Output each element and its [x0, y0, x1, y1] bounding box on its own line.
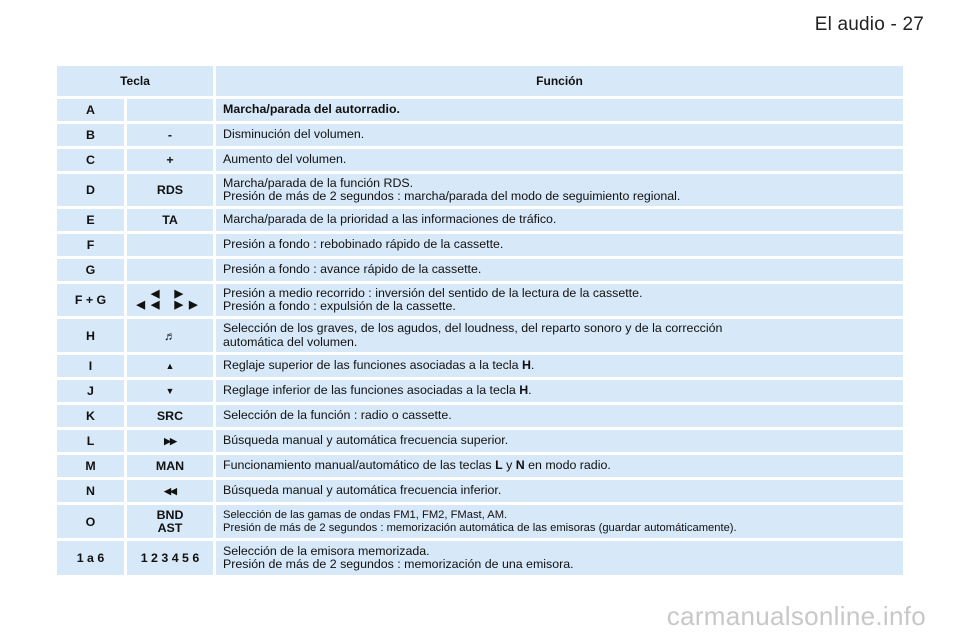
play-reverse-forward-icon: ◀ ▶ — [151, 288, 189, 300]
page-title: El audio - 27 — [814, 14, 924, 35]
key-symbol-cell: TA — [127, 209, 213, 231]
key-symbol-cell: - — [127, 124, 213, 146]
table-row — [57, 149, 903, 171]
function-text: Presión a fondo : avance rápido de la cassette. — [223, 262, 482, 277]
key-symbol-cell — [127, 284, 213, 316]
table-row — [57, 505, 903, 538]
function-text-line: Presión de más de 2 segundos : memorización de una emisora. — [223, 557, 574, 571]
function-cell — [216, 430, 903, 452]
function-text-line: Selección de las gamas de ondas FM1, FM2, FMast, AM. — [223, 509, 508, 522]
key-cell: C — [57, 149, 124, 171]
key-symbol-cell — [127, 99, 213, 121]
key-symbol-cell — [127, 319, 213, 352]
function-cell — [216, 99, 903, 121]
function-text-line: Marcha/parada de la función RDS. — [223, 175, 414, 190]
table-row — [57, 405, 903, 427]
function-cell — [216, 319, 903, 352]
function-cell — [216, 355, 903, 377]
key-symbol-cell: RDS — [127, 174, 213, 206]
table-row — [57, 319, 903, 352]
function-text-line: Selección de los graves, de los agudos, del loudness, del reparto sonoro y de la corrección — [223, 321, 723, 336]
function-text: Búsqueda manual y automática frecuencia inferior. — [223, 483, 502, 498]
key-cell: F — [57, 234, 124, 256]
function-text: Reglage inferior de las funciones asociadas a la tecla H. — [223, 383, 532, 398]
function-text: Marcha/parada del autorradio. — [223, 102, 400, 117]
key-symbol-cell — [127, 259, 213, 281]
function-text-line: Presión de más de 2 segundos : marcha/parada del modo de seguimiento regional. — [223, 189, 681, 203]
key-symbol-cell — [127, 505, 213, 538]
table-row — [57, 355, 903, 377]
key-cell: F + G — [57, 284, 124, 316]
arrow-up-icon: ▲ — [165, 361, 175, 371]
key-symbol-cell — [127, 480, 213, 502]
key-symbol-line: AST — [157, 520, 183, 535]
function-text: Presión a fondo : rebobinado rápido de la cassette. — [223, 237, 504, 252]
function-cell — [216, 174, 903, 206]
function-text: Selección de la función : radio o cassette. — [223, 408, 452, 423]
function-cell — [216, 234, 903, 256]
rewind-fast-forward-icon: ◀◀ ▶▶ — [136, 299, 204, 311]
key-cell: 1 a 6 — [57, 541, 124, 575]
function-cell — [216, 259, 903, 281]
key-symbol-cell: 1 2 3 4 5 6 — [127, 541, 213, 575]
table-row — [57, 99, 903, 121]
key-symbol-cell — [127, 380, 213, 402]
key-cell: G — [57, 259, 124, 281]
table-row — [57, 430, 903, 452]
key-symbol-cell — [127, 234, 213, 256]
function-text-line: Presión a fondo : expulsión de la cassette. — [223, 299, 456, 313]
function-cell — [216, 380, 903, 402]
table-row — [57, 541, 903, 575]
function-cell — [216, 455, 903, 477]
table-row — [57, 284, 903, 316]
function-cell — [216, 480, 903, 502]
table-row — [57, 209, 903, 231]
function-cell — [216, 505, 903, 538]
key-symbol-cell — [127, 430, 213, 452]
table-row — [57, 480, 903, 502]
key-symbol-cell — [127, 355, 213, 377]
function-text: Marcha/parada de la prioridad a las informaciones de tráfico. — [223, 212, 557, 227]
function-cell — [216, 405, 903, 427]
music-note-icon: ♬ — [164, 328, 176, 343]
fast-forward-icon: ▶▶ — [164, 435, 176, 446]
table-row — [57, 234, 903, 256]
function-text: Aumento del volumen. — [223, 152, 347, 167]
column-header-function: Función — [216, 66, 903, 96]
key-cell: K — [57, 405, 124, 427]
function-cell — [216, 124, 903, 146]
table-row — [57, 455, 903, 477]
key-cell: J — [57, 380, 124, 402]
key-cell: H — [57, 319, 124, 352]
key-symbol-cell: SRC — [127, 405, 213, 427]
function-text: Funcionamiento manual/automático de las teclas L y N en modo radio. — [223, 458, 611, 473]
watermark: carmanualsonline.info — [666, 601, 926, 631]
key-cell: M — [57, 455, 124, 477]
table-row — [57, 259, 903, 281]
key-cell: N — [57, 480, 124, 502]
rewind-icon: ◀◀ — [164, 485, 176, 496]
key-cell: L — [57, 430, 124, 452]
function-text: Reglaje superior de las funciones asociadas a la tecla H. — [223, 358, 535, 373]
key-symbol-cell: + — [127, 149, 213, 171]
key-symbol-line: BND — [156, 508, 184, 523]
function-table — [57, 66, 903, 578]
table-row — [57, 124, 903, 146]
table-header-row — [57, 66, 903, 96]
function-text: Disminución del volumen. — [223, 127, 365, 142]
column-header-key: Tecla — [57, 66, 213, 96]
table-row — [57, 380, 903, 402]
key-cell: B — [57, 124, 124, 146]
function-cell — [216, 541, 903, 575]
arrow-down-icon: ▼ — [165, 386, 175, 396]
function-cell — [216, 149, 903, 171]
key-cell: E — [57, 209, 124, 231]
function-text: Búsqueda manual y automática frecuencia superior. — [223, 433, 509, 448]
key-cell: D — [57, 174, 124, 206]
function-text-line: automática del volumen. — [223, 334, 358, 349]
function-cell — [216, 209, 903, 231]
key-symbol-cell: MAN — [127, 455, 213, 477]
function-text-line: Presión de más de 2 segundos : memorización automática de las emisoras (guardar automáticamente). — [223, 521, 737, 534]
key-cell: O — [57, 505, 124, 538]
function-text-line: Selección de la emisora memorizada. — [223, 543, 430, 558]
key-cell: A — [57, 99, 124, 121]
key-cell: I — [57, 355, 124, 377]
function-cell — [216, 284, 903, 316]
function-text-line: Presión a medio recorrido : inversión del sentido de la lectura de la cassette. — [223, 285, 643, 300]
table-row — [57, 174, 903, 206]
